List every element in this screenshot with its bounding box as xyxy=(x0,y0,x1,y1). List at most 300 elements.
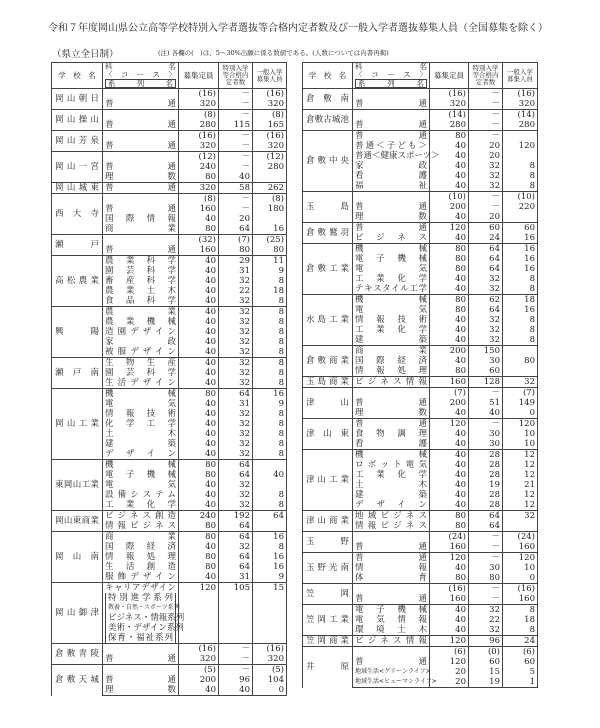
general-value: 9 xyxy=(253,572,287,583)
course-name: 福祉 xyxy=(353,181,430,192)
general-value xyxy=(253,603,287,613)
special-value: (7) xyxy=(219,235,253,246)
special-value: 32 xyxy=(469,315,503,325)
general-value: 0 xyxy=(253,685,287,696)
course-name xyxy=(353,532,430,543)
course-name: 普通 xyxy=(353,202,430,212)
capacity-value: 40 xyxy=(179,500,219,511)
general-value: 8 xyxy=(503,161,538,171)
special-value: 32 xyxy=(219,449,253,460)
school-group xyxy=(52,389,287,460)
course-name: 普通 xyxy=(353,657,430,667)
special-value: 64 xyxy=(469,305,503,315)
course-name: 地域ビジネス xyxy=(353,511,430,522)
course-name: 情報技術 xyxy=(103,409,179,419)
capacity-value: 40 xyxy=(179,307,219,318)
general-value: (6) xyxy=(503,647,538,658)
table-row xyxy=(52,194,287,205)
course-name: 生活創造 xyxy=(103,562,179,572)
general-value: 8 xyxy=(503,274,538,284)
course-name xyxy=(353,647,430,658)
capacity-value: (16) xyxy=(430,89,469,100)
capacity-value: 40 xyxy=(179,327,219,337)
school-group xyxy=(303,110,538,131)
left-table xyxy=(51,62,287,696)
school-name: 倉敷天城 xyxy=(52,665,103,696)
special-value: 64 xyxy=(219,552,253,562)
header-special: 特別入学等合格内定者数 xyxy=(219,63,253,89)
series-name: 保育・福祉系列 xyxy=(105,633,176,643)
capacity-value: (16) xyxy=(179,89,219,100)
capacity-value: (16) xyxy=(179,644,219,655)
table-row xyxy=(303,244,538,255)
general-value xyxy=(503,212,538,223)
school-name: 高松農業 xyxy=(52,256,103,307)
school-group xyxy=(52,194,287,235)
school-name: 岡山城東 xyxy=(52,183,103,194)
capacity-value xyxy=(179,613,219,623)
general-value: 16 xyxy=(503,244,538,255)
general-value: 8 xyxy=(503,335,538,346)
capacity-value: 40 xyxy=(179,480,219,490)
school-name: 津山 xyxy=(303,388,353,419)
general-value: 24 xyxy=(503,636,538,647)
course-name: 農業科学 xyxy=(103,256,179,267)
special-value: 30 xyxy=(469,356,503,366)
capacity-value: 120 xyxy=(430,657,469,667)
table-row xyxy=(52,307,287,318)
general-value: 16 xyxy=(503,305,538,315)
school-group xyxy=(303,131,538,192)
course-name: 電気情報 xyxy=(353,615,430,625)
header-course-line: 科 名 xyxy=(105,62,176,71)
special-value: 32 xyxy=(219,337,253,347)
general-value: 149 xyxy=(503,398,538,408)
special-value: 22 xyxy=(469,615,503,625)
capacity-value: 120 xyxy=(430,553,469,564)
capacity-value: 40 xyxy=(179,266,219,276)
general-value: (8) xyxy=(253,110,287,121)
school-name: 井原 xyxy=(303,647,353,688)
capacity-value: 40 xyxy=(179,542,219,552)
special-value: － xyxy=(469,532,503,543)
general-value: 165 xyxy=(253,120,287,131)
capacity-value: 40 xyxy=(179,490,219,500)
table-row xyxy=(303,388,538,399)
special-value: 32 xyxy=(219,307,253,318)
general-value: (16) xyxy=(253,644,287,655)
school-name: 東岡山工業 xyxy=(52,460,103,511)
special-value: 32 xyxy=(469,171,503,181)
header-course-line: 系 列 名 xyxy=(355,79,427,88)
general-value: 16 xyxy=(503,233,538,244)
special-value: 32 xyxy=(469,335,503,346)
school-name: 岡山芳泉 xyxy=(52,131,103,152)
school-group xyxy=(303,295,538,346)
special-value: － xyxy=(219,152,253,163)
table-row xyxy=(52,644,287,655)
special-value: － xyxy=(219,99,253,110)
header-course-line: 系 列 名 xyxy=(105,79,176,88)
capacity-value: 40 xyxy=(430,284,469,295)
capacity-value: 240 xyxy=(179,511,219,522)
general-value xyxy=(503,151,538,161)
table-row xyxy=(52,583,287,594)
school-name: 笠岡商業 xyxy=(303,636,353,647)
capacity-value: 40 xyxy=(430,439,469,450)
general-value: (24) xyxy=(503,532,538,543)
special-value: 32 xyxy=(469,181,503,192)
table-row xyxy=(52,665,287,676)
course-name: 建築 xyxy=(353,490,430,500)
school-group xyxy=(52,358,287,389)
capacity-value: 40 xyxy=(179,368,219,378)
table-row xyxy=(52,110,287,121)
general-value xyxy=(253,633,287,644)
capacity-value: (6) xyxy=(430,647,469,658)
school-name: 玉野 xyxy=(303,532,353,553)
course-name: 普通 xyxy=(353,99,430,110)
course-name xyxy=(103,593,179,603)
course-name: 国際情報 xyxy=(103,214,179,224)
special-value: 32 xyxy=(219,439,253,449)
course-name: テキスタイル工学 xyxy=(353,284,430,295)
school-name: 笠岡工業 xyxy=(303,605,353,636)
capacity-value xyxy=(179,633,219,644)
special-value: 64 xyxy=(219,532,253,543)
general-value: 9 xyxy=(253,399,287,409)
special-value: － xyxy=(469,131,503,142)
general-value: 8 xyxy=(253,347,287,358)
special-value: 192 xyxy=(219,511,253,522)
special-value: 32 xyxy=(219,347,253,358)
general-value: 0 xyxy=(503,408,538,419)
table-row xyxy=(303,131,538,142)
series-name: 教養・自然・スポーツ系列 xyxy=(105,603,176,613)
general-value: 8 xyxy=(503,284,538,295)
general-value: 8 xyxy=(503,171,538,181)
course-name: 情報ビジネス xyxy=(353,521,430,532)
course-name: 体育 xyxy=(353,573,430,584)
course-name: 家政 xyxy=(353,161,430,171)
special-value: 31 xyxy=(219,572,253,583)
special-value: － xyxy=(469,89,503,100)
special-value: 64 xyxy=(219,224,253,235)
course-name: ビジネス xyxy=(353,233,430,244)
special-value: 32 xyxy=(219,419,253,429)
capacity-value: (5) xyxy=(179,665,219,676)
general-value: 160 xyxy=(503,542,538,553)
capacity-value: 40 xyxy=(179,347,219,358)
general-value: 10 xyxy=(503,563,538,573)
school-group xyxy=(52,256,287,307)
special-value: 15 xyxy=(469,667,503,677)
school-group xyxy=(52,644,287,665)
general-value: 11 xyxy=(253,256,287,267)
course-name: 工業化学 xyxy=(353,274,430,284)
general-value: 9 xyxy=(253,266,287,276)
special-value: － xyxy=(469,419,503,430)
course-name: 普通 xyxy=(103,141,179,152)
school-group xyxy=(52,665,287,696)
school-name: 玉野光南 xyxy=(303,553,353,584)
special-value: 20 xyxy=(469,151,503,161)
school-name: 岡山操山 xyxy=(52,110,103,131)
capacity-value: 160 xyxy=(179,245,219,256)
table-row xyxy=(52,460,287,471)
special-value: 32 xyxy=(469,325,503,335)
capacity-value: 40 xyxy=(430,615,469,625)
capacity-value: 80 xyxy=(430,264,469,274)
course-name xyxy=(103,613,185,623)
course-name: 普通 xyxy=(103,654,179,665)
special-value: 20 xyxy=(469,141,503,151)
course-name: キャリアデザイン xyxy=(103,583,179,594)
course-name: 被服デザイン xyxy=(103,347,179,358)
course-name: 情報処理 xyxy=(353,366,430,377)
course-name: 普通 xyxy=(353,131,430,142)
general-value: 15 xyxy=(253,583,287,594)
school-group xyxy=(303,553,538,584)
capacity-value: 40 xyxy=(179,685,219,696)
school-name: 倉敷中央 xyxy=(303,131,353,192)
course-name: 電気 xyxy=(353,305,430,315)
school-group xyxy=(52,89,287,110)
general-value: 160 xyxy=(503,594,538,605)
special-value: 31 xyxy=(219,399,253,409)
capacity-value: 40 xyxy=(430,450,469,461)
special-value: － xyxy=(219,89,253,100)
special-value: 128 xyxy=(469,377,503,388)
capacity-value: 80 xyxy=(179,172,219,183)
special-value: 60 xyxy=(469,223,503,234)
special-value: 32 xyxy=(219,378,253,389)
capacity-value: 320 xyxy=(430,99,469,110)
course-name: 電気 xyxy=(353,264,430,274)
general-value: 18 xyxy=(253,286,287,296)
special-value: 64 xyxy=(469,244,503,255)
header-course xyxy=(353,63,430,89)
special-value: 115 xyxy=(219,120,253,131)
general-value: 8 xyxy=(503,315,538,325)
general-value: 10 xyxy=(503,439,538,450)
course-name xyxy=(353,110,430,121)
capacity-value: 80 xyxy=(430,295,469,306)
capacity-value: 40 xyxy=(430,625,469,636)
school-group xyxy=(303,419,538,450)
general-value: 8 xyxy=(253,439,287,449)
course-name: 電子機械 xyxy=(103,470,179,480)
general-value: (8) xyxy=(253,194,287,205)
school-name: 倉敷商業 xyxy=(303,346,353,377)
capacity-value: 40 xyxy=(179,419,219,429)
header-course-line: 科 名 xyxy=(355,62,427,71)
school-group xyxy=(52,110,287,131)
special-value: 32 xyxy=(219,358,253,369)
general-value xyxy=(503,521,538,532)
course-name: 普通 xyxy=(103,162,179,172)
table-row xyxy=(52,256,287,267)
table-row xyxy=(52,511,287,522)
course-name: 普通 xyxy=(353,419,430,430)
school-name: 岡山一宮 xyxy=(52,152,103,183)
table-row xyxy=(303,605,538,616)
course-name: 情報 xyxy=(353,563,430,573)
capacity-value: 40 xyxy=(430,563,469,573)
capacity-value: 40 xyxy=(430,151,469,161)
general-value: 262 xyxy=(253,183,287,194)
course-name: 商業 xyxy=(103,224,179,235)
school-group xyxy=(303,647,538,688)
school-group xyxy=(52,511,287,532)
course-name: 普通 xyxy=(353,223,430,234)
course-name: 情報技術 xyxy=(353,315,430,325)
capacity-value: 20 xyxy=(430,667,469,677)
general-value: 21 xyxy=(503,480,538,490)
course-name: 家政 xyxy=(103,337,179,347)
capacity-value: 80 xyxy=(179,562,219,572)
school-group xyxy=(303,388,538,419)
school-name: 津山商業 xyxy=(303,511,353,532)
general-value: 80 xyxy=(503,356,538,366)
capacity-value: (12) xyxy=(179,152,219,163)
course-name: 園芸科学 xyxy=(103,368,179,378)
course-name: 土木 xyxy=(103,429,179,439)
table-row xyxy=(303,636,538,647)
header-special: 特別入学等合格内定者数 xyxy=(469,63,503,89)
general-value: 8 xyxy=(253,449,287,460)
special-value: 32 xyxy=(219,296,253,307)
capacity-value: 40 xyxy=(430,335,469,346)
capacity-value: 120 xyxy=(430,223,469,234)
header-general: 一般入学募集人員 xyxy=(503,63,538,89)
special-value: 150 xyxy=(469,346,503,357)
course-name: 普通 xyxy=(103,120,179,131)
special-value: 32 xyxy=(219,327,253,337)
general-value: (7) xyxy=(503,388,538,399)
special-value xyxy=(219,633,253,644)
school-group xyxy=(52,583,287,644)
special-value: － xyxy=(219,194,253,205)
general-value: 8 xyxy=(253,276,287,286)
capacity-value xyxy=(179,623,219,633)
course-name: ビジネス情報 xyxy=(353,377,430,388)
table-row xyxy=(303,584,538,595)
capacity-value: 80 xyxy=(179,521,219,532)
capacity-value: 40 xyxy=(430,429,469,439)
school-group xyxy=(52,152,287,183)
course-name: 建築 xyxy=(353,335,430,346)
capacity-value: 40 xyxy=(430,605,469,616)
general-value xyxy=(503,366,538,377)
capacity-value: 80 xyxy=(430,573,469,584)
course-name xyxy=(103,665,179,676)
course-name: 国際経済 xyxy=(103,542,179,552)
school-group xyxy=(52,532,287,583)
capacity-value: 80 xyxy=(430,521,469,532)
school-name: 笠岡 xyxy=(303,584,353,605)
school-group xyxy=(303,511,538,532)
special-value: 105 xyxy=(219,583,253,594)
special-value: － xyxy=(469,553,503,564)
capacity-value: 80 xyxy=(179,470,219,480)
capacity-value: 200 xyxy=(430,202,469,212)
header-course-line: 〈コース〉 xyxy=(355,70,427,79)
capacity-value: 320 xyxy=(179,183,219,194)
special-value: 28 xyxy=(469,470,503,480)
table-row xyxy=(52,389,287,400)
general-value: (16) xyxy=(503,584,538,595)
school-name: 岡山東商業 xyxy=(52,511,103,532)
special-value: 32 xyxy=(219,429,253,439)
general-value: 8 xyxy=(503,325,538,335)
course-name: 普通 xyxy=(353,120,430,131)
general-value: 16 xyxy=(253,532,287,543)
general-value: 8 xyxy=(253,378,287,389)
general-value: 8 xyxy=(253,419,287,429)
course-name: 食物調理 xyxy=(353,429,430,439)
special-value: 64 xyxy=(219,562,253,572)
capacity-value: 40 xyxy=(179,286,219,296)
general-value: 64 xyxy=(253,511,287,522)
capacity-value: 40 xyxy=(179,317,219,327)
capacity-value: 40 xyxy=(430,181,469,192)
general-value xyxy=(253,460,287,471)
capacity-value: 40 xyxy=(430,141,469,151)
course-name: 工業化学 xyxy=(353,470,430,480)
school-name: 瀬戸南 xyxy=(52,358,103,389)
course-name: 農業土木 xyxy=(103,286,179,296)
general-value: 8 xyxy=(253,296,287,307)
general-value: 8 xyxy=(253,490,287,500)
course-name xyxy=(103,152,179,163)
school-group xyxy=(303,450,538,511)
capacity-value: 80 xyxy=(430,511,469,522)
general-value xyxy=(253,613,287,623)
special-value: 30 xyxy=(469,563,503,573)
course-name: 農業機械 xyxy=(103,317,179,327)
capacity-value: 40 xyxy=(430,490,469,500)
special-value: 62 xyxy=(469,295,503,306)
special-value: － xyxy=(469,120,503,131)
course-name: 食品科学 xyxy=(103,296,179,307)
capacity-value: 160 xyxy=(430,377,469,388)
special-value: － xyxy=(469,110,503,121)
general-value: 32 xyxy=(503,511,538,522)
general-value: (10) xyxy=(503,192,538,203)
course-name: ビジネス情報 xyxy=(353,636,430,647)
course-name: 機械 xyxy=(103,389,179,400)
series-name: ビジネス・情報系列 xyxy=(105,613,176,623)
special-value: － xyxy=(219,654,253,665)
capacity-value: 40 xyxy=(430,274,469,284)
general-value xyxy=(503,131,538,142)
school-name: 玉島 xyxy=(303,192,353,223)
general-value: 5 xyxy=(503,667,538,677)
course-name: 電子機械 xyxy=(353,605,430,616)
general-value: 180 xyxy=(253,204,287,214)
course-name xyxy=(103,623,184,633)
special-value xyxy=(219,613,253,623)
general-value: 320 xyxy=(503,99,538,110)
capacity-value: 280 xyxy=(179,120,219,131)
general-value: 16 xyxy=(253,224,287,235)
general-value: 8 xyxy=(253,542,287,552)
general-value: 120 xyxy=(503,553,538,564)
special-value: － xyxy=(469,594,503,605)
school-group xyxy=(52,235,287,256)
special-value: 28 xyxy=(469,460,503,470)
